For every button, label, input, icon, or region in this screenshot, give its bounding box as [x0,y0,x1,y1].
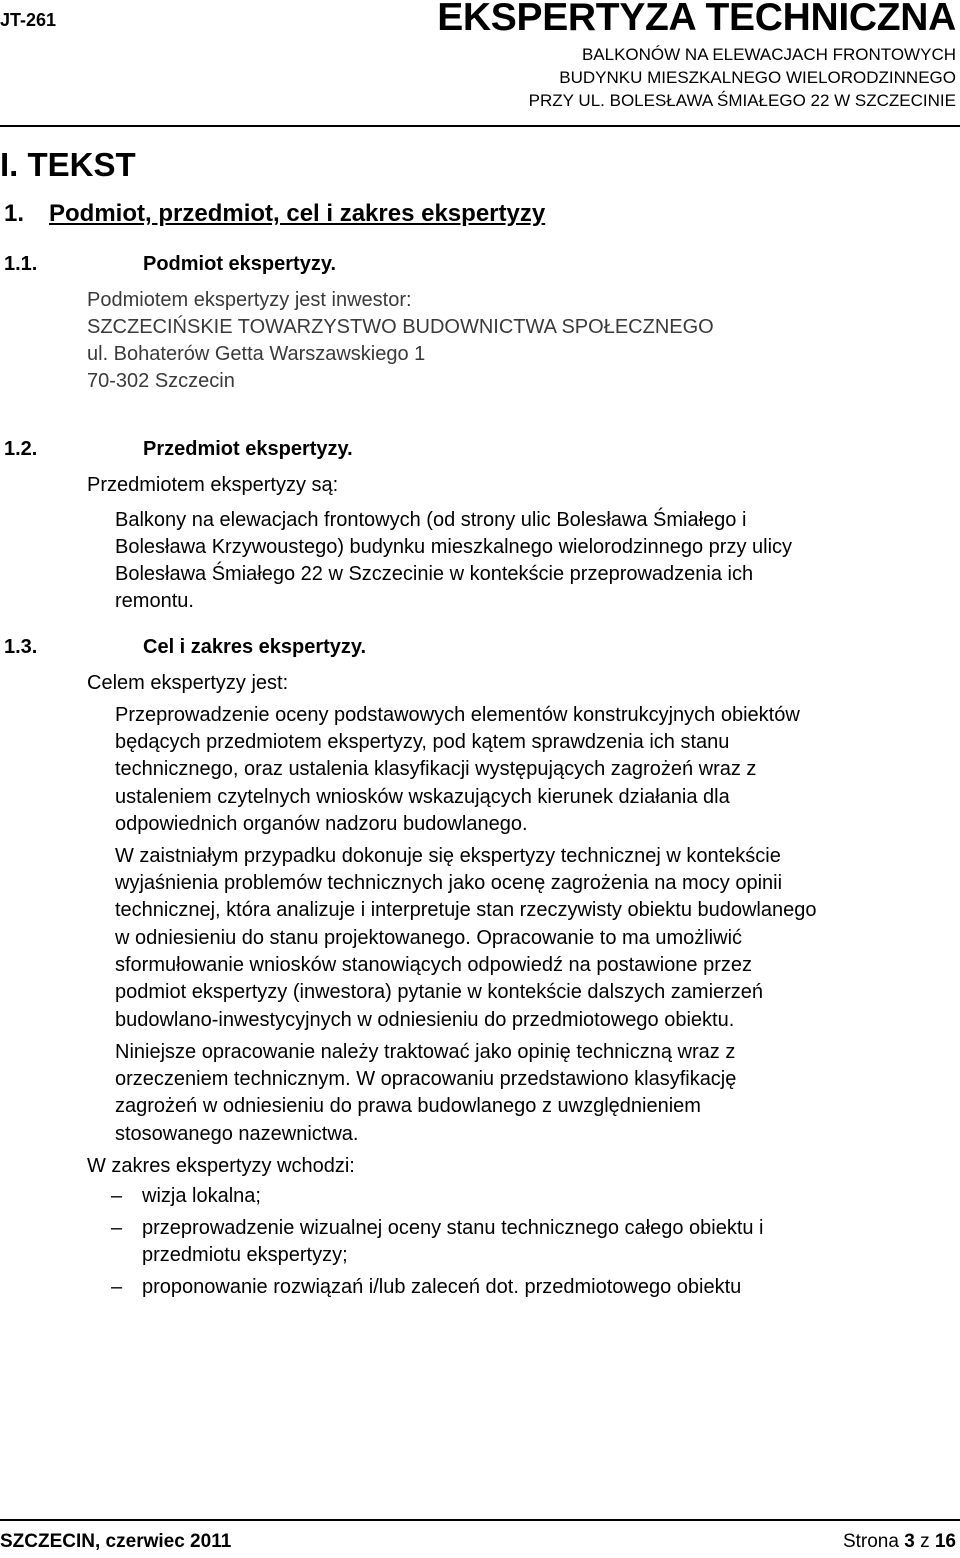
subject-line-1: Balkony na elewacjach frontowych (od strony ulic Bolesława Śmiałego i [115,509,747,531]
subsection-title: Podmiot ekspertyzy. [143,253,337,275]
para3-line-4: stosowanego nazewnictwa. [115,1123,359,1145]
para3-line-3: zagrożeń w odniesieniu do prawa budowlanego z uwzględnieniem [115,1095,701,1117]
para2-line-5: sformułowanie wniosków stanowiących odpowiedź na postawione przez [115,954,753,976]
para1-line-3: technicznego, oraz ustalenia klasyfikacji występujących zagrożeń wraz z [115,758,757,780]
para1-line-4: ustaleniem czytelnych wniosków wskazujących kierunek działania dla [115,786,730,808]
chapter-title: Podmiot, przedmiot, cel i zakres ekspertyzy [49,200,546,227]
subtitle-line-2: BUDYNKU MIESZKALNEGO WIELORODZINNEGO [559,68,956,87]
scope-item-text: proponowanie rozwiązań i/lub zaleceń dot. przedmiotowego obiektu [142,1276,742,1298]
investor-city: 70-302 Szczecin [87,370,235,392]
para3-line-1: Niniejsze opracowanie należy traktować jako opinię techniczną wraz z [115,1041,736,1063]
total-pages: 16 [934,1531,956,1552]
investor-name: SZCZECIŃSKIE TOWARZYSTWO BUDOWNICTWA SPOŁECZNEGO [87,316,714,338]
subtitle-line-1: BALKONÓW NA ELEWACJACH FRONTOWYCH [581,45,956,64]
of-word: z [920,1531,930,1552]
document-title: EKSPERTYZA TECHNICZNA [437,0,956,39]
scope-item-text: przeprowadzenie wizualnej oceny stanu technicznego całego obiektu i [142,1217,764,1239]
subsection-number: 1.2. [4,438,38,460]
para2-line-4: w odniesieniu do stanu projektowanego. Opracowanie to ma umożliwić [115,927,743,949]
para1-line-2: będących przedmiotem ekspertyzy, pod kątem sprawdzenia ich stanu [115,731,730,753]
chapter-heading [4,200,545,228]
subsection-number: 1.3. [4,636,38,658]
subject-line-2: Bolesława Krzywoustego) budynku mieszkalnego wielorodzinnego przy ulicy [115,536,793,558]
dash-bullet: – [111,1276,123,1298]
para2-line-2: wyjaśnienia problemów technicznych jako ocenę zagrożenia na mocy opinii [115,872,783,894]
goal-intro: Celem ekspertyzy jest: [87,672,289,694]
page-number [843,1531,956,1553]
investor-street: ul. Bohaterów Getta Warszawskiego 1 [87,343,426,365]
scope-intro: W zakres ekspertyzy wchodzi: [87,1155,355,1177]
scope-item-text: wizja lokalna; [142,1185,261,1207]
subtitle-line-3: PRZY UL. BOLESŁAWA ŚMIAŁEGO 22 W SZCZECINIE [528,91,956,110]
para1-line-1: Przeprowadzenie oceny podstawowych elementów konstrukcyjnych obiektów [115,704,800,726]
current-page: 3 [904,1531,915,1552]
document-code: JT-261 [0,10,57,30]
chapter-number: 1. [4,200,25,227]
subject-line-3: Bolesława Śmiałego 22 w Szczecinie w kontekście przeprowadzenia ich [115,563,754,585]
section-heading: I. TEKST [0,146,136,183]
subsection-number: 1.1. [4,253,38,275]
subject-intro: Przedmiotem ekspertyzy są: [87,474,339,496]
header-rule [0,125,960,127]
para2-line-7: budowlano-inwestycyjnych w odniesieniu do przedmiotowego obiektu. [115,1009,735,1031]
para3-line-2: orzeczeniem technicznym. W opracowaniu przedstawiono klasyfikację [115,1068,737,1090]
scope-item-text: przedmiotu ekspertyzy; [142,1244,348,1266]
footer-place-date: SZCZECIN, czerwiec 2011 [0,1531,232,1552]
page-word: Strona [842,1531,899,1552]
subsection-1-2-heading [4,438,353,461]
subject-line-4: remontu. [115,590,194,612]
para2-line-6: podmiot ekspertyzy (inwestora) pytanie w kontekście dalszych zamierzeń [115,981,764,1003]
dash-bullet: – [111,1185,123,1207]
dash-bullet: – [111,1217,123,1239]
para1-line-5: odpowiednich organów nadzoru budowlanego. [115,813,528,835]
subsection-title: Cel i zakres ekspertyzy. [143,636,367,658]
subsection-title: Przedmiot ekspertyzy. [143,438,353,460]
footer-rule [0,1519,960,1521]
subsection-1-1-heading [4,253,337,276]
subsection-1-3-heading [4,636,367,659]
para2-line-3: technicznej, która analizuje i interpretuje stan rzeczywisty obiektu budowlanego [115,899,817,921]
investor-intro: Podmiotem ekspertyzy jest inwestor: [87,289,412,311]
para2-line-1: W zaistniałym przypadku dokonuje się ekspertyzy technicznej w kontekście [115,845,781,867]
